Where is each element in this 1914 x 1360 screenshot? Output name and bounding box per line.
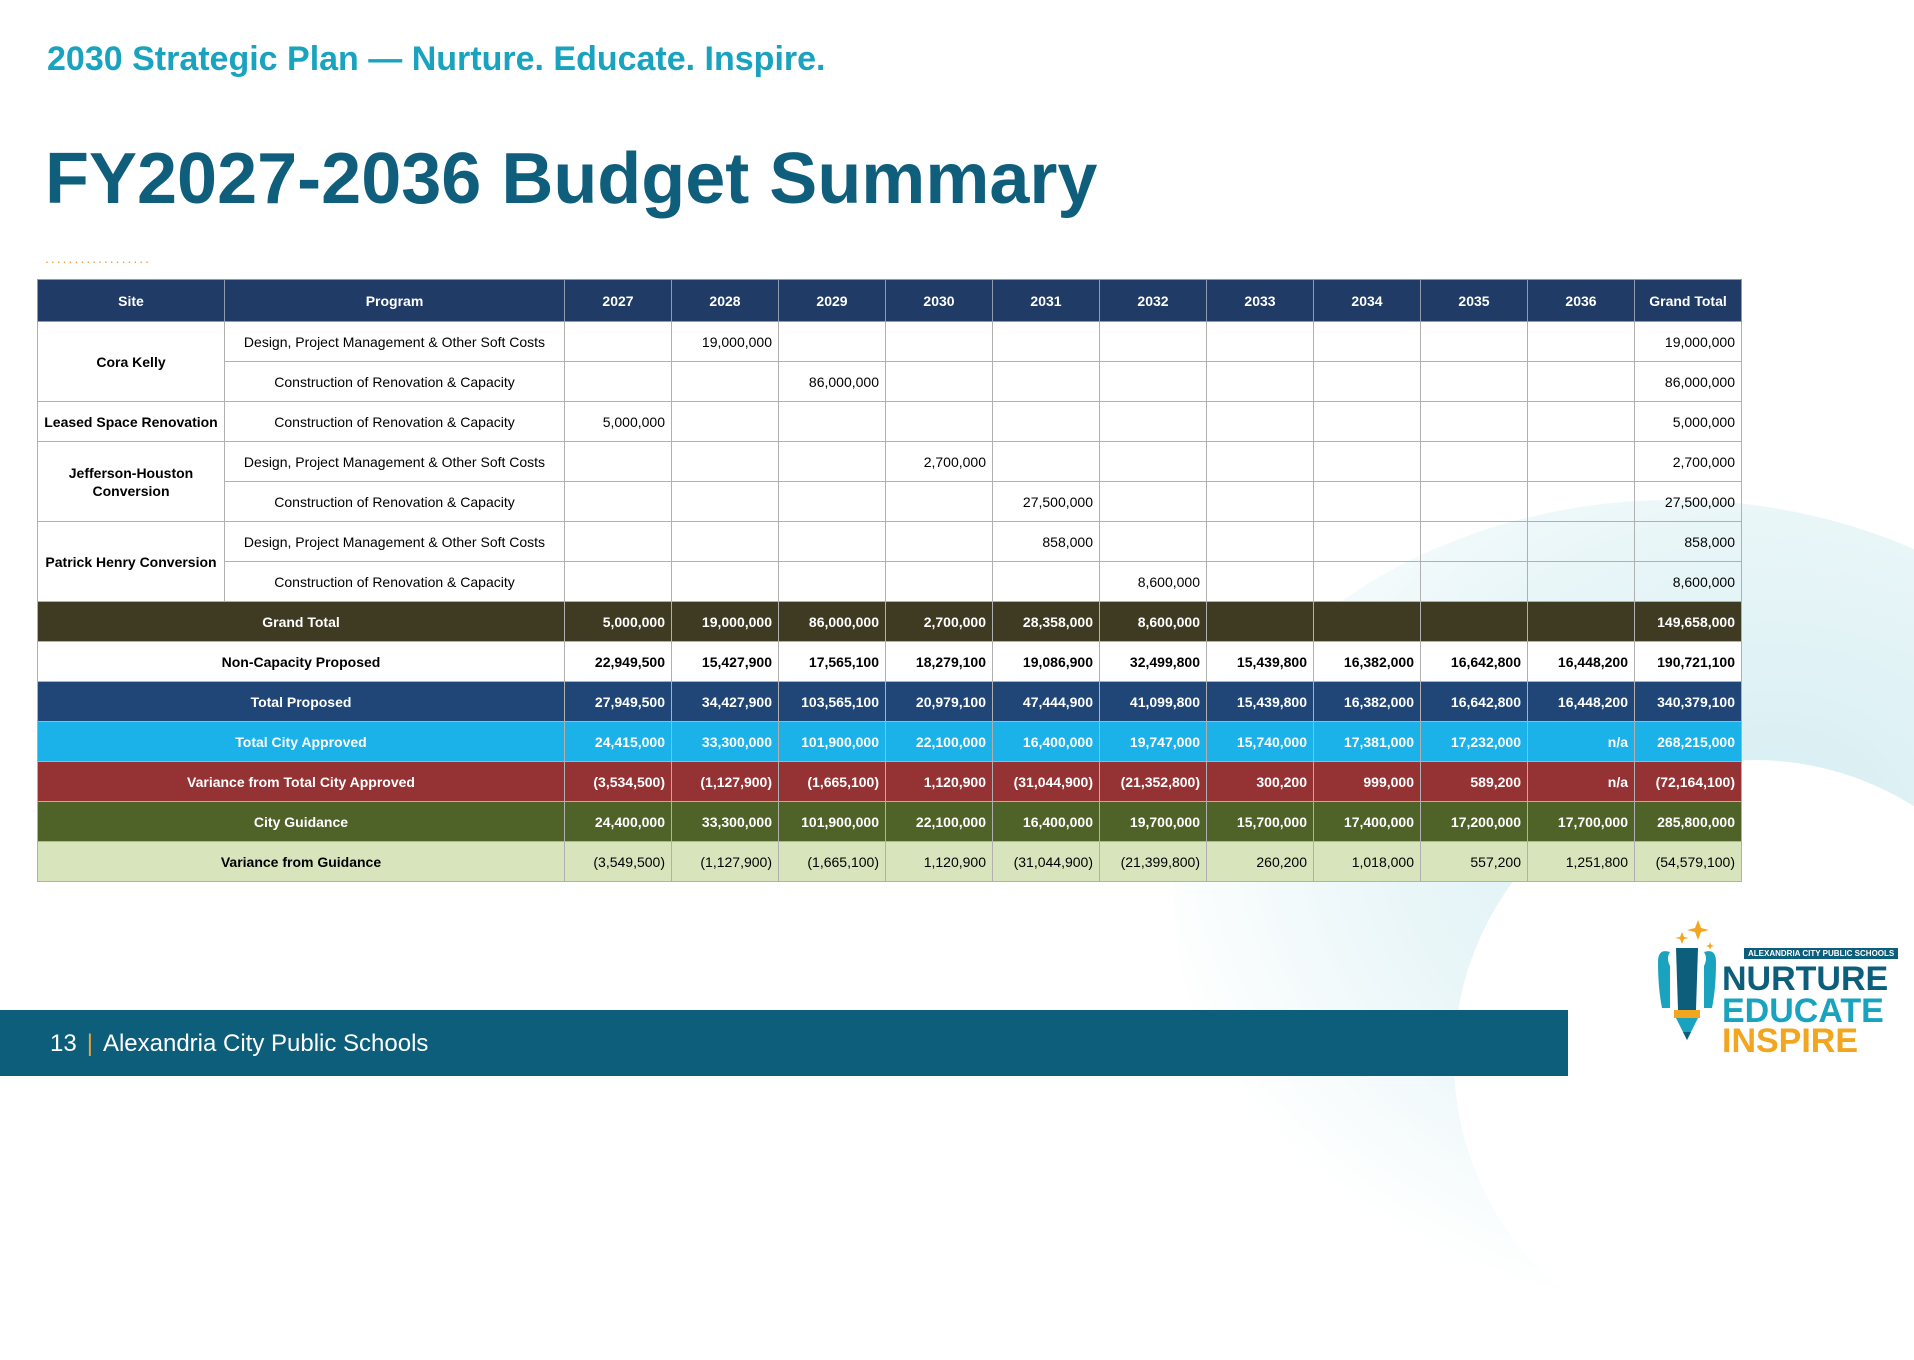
summary-value-cell: (21,352,800): [1100, 762, 1207, 802]
value-cell: [779, 482, 886, 522]
summary-value-cell: 22,100,000: [886, 802, 993, 842]
value-cell: [886, 402, 993, 442]
column-header: Program: [225, 280, 565, 322]
value-cell: [1207, 562, 1314, 602]
value-cell: 858,000: [993, 522, 1100, 562]
value-cell: [565, 482, 672, 522]
summary-value-cell: 101,900,000: [779, 802, 886, 842]
value-cell: [565, 562, 672, 602]
summary-value-cell: 86,000,000: [779, 602, 886, 642]
summary-value-cell: 34,427,900: [672, 682, 779, 722]
value-cell: [1421, 482, 1528, 522]
summary-value-cell: 999,000: [1314, 762, 1421, 802]
value-cell: [565, 522, 672, 562]
value-cell: [1207, 522, 1314, 562]
summary-row: [38, 802, 1742, 842]
value-cell: [1528, 562, 1635, 602]
value-cell: [1528, 322, 1635, 362]
column-header: 2027: [565, 280, 672, 322]
value-cell: [993, 562, 1100, 602]
summary-value-cell: 15,740,000: [1207, 722, 1314, 762]
summary-row: [38, 642, 1742, 682]
value-cell: [779, 562, 886, 602]
column-header: 2031: [993, 280, 1100, 322]
value-cell: 5,000,000: [565, 402, 672, 442]
summary-total-cell: 268,215,000: [1635, 722, 1742, 762]
summary-value-cell: 22,949,500: [565, 642, 672, 682]
grand-total-cell: 27,500,000: [1635, 482, 1742, 522]
summary-value-cell: 1,120,900: [886, 842, 993, 882]
value-cell: [1207, 482, 1314, 522]
value-cell: [1314, 322, 1421, 362]
summary-value-cell: (3,534,500): [565, 762, 672, 802]
summary-label: Total City Approved: [38, 722, 565, 762]
page-number: 13: [50, 1030, 77, 1057]
grand-total-cell: 86,000,000: [1635, 362, 1742, 402]
summary-value-cell: 27,949,500: [565, 682, 672, 722]
value-cell: [779, 322, 886, 362]
summary-value-cell: 101,900,000: [779, 722, 886, 762]
summary-value-cell: 18,279,100: [886, 642, 993, 682]
summary-value-cell: 32,499,800: [1100, 642, 1207, 682]
summary-value-cell: 260,200: [1207, 842, 1314, 882]
summary-value-cell: 16,382,000: [1314, 682, 1421, 722]
value-cell: [672, 482, 779, 522]
value-cell: 2,700,000: [886, 442, 993, 482]
value-cell: [1100, 362, 1207, 402]
summary-value-cell: 8,600,000: [1100, 602, 1207, 642]
value-cell: [886, 482, 993, 522]
grand-total-cell: 858,000: [1635, 522, 1742, 562]
budget-summary-table: [37, 279, 1742, 882]
logo-word-nurture: NURTURE: [1722, 960, 1889, 998]
summary-row: [38, 842, 1742, 882]
value-cell: [1421, 402, 1528, 442]
summary-value-cell: n/a: [1528, 722, 1635, 762]
summary-value-cell: 19,086,900: [993, 642, 1100, 682]
value-cell: 27,500,000: [993, 482, 1100, 522]
logo-word-inspire: INSPIRE: [1722, 1022, 1859, 1060]
logo-word-educate: EDUCATE: [1722, 992, 1884, 1030]
summary-value-cell: 15,439,800: [1207, 682, 1314, 722]
value-cell: [886, 562, 993, 602]
summary-value-cell: 17,200,000: [1421, 802, 1528, 842]
summary-value-cell: 557,200: [1421, 842, 1528, 882]
program-cell: Design, Project Management & Other Soft Costs: [225, 522, 565, 562]
value-cell: [672, 442, 779, 482]
summary-label: Total Proposed: [38, 682, 565, 722]
program-cell: Construction of Renovation & Capacity: [225, 562, 565, 602]
column-header: 2035: [1421, 280, 1528, 322]
value-cell: [565, 362, 672, 402]
value-cell: [1421, 362, 1528, 402]
summary-value-cell: 33,300,000: [672, 722, 779, 762]
value-cell: [779, 442, 886, 482]
table-body: [38, 322, 1742, 882]
grand-total-cell: 5,000,000: [1635, 402, 1742, 442]
summary-value-cell: 20,979,100: [886, 682, 993, 722]
summary-value-cell: [1314, 602, 1421, 642]
summary-total-cell: 340,379,100: [1635, 682, 1742, 722]
value-cell: [672, 362, 779, 402]
column-header: Grand Total: [1635, 280, 1742, 322]
value-cell: [1314, 442, 1421, 482]
column-header: 2028: [672, 280, 779, 322]
value-cell: [1528, 522, 1635, 562]
summary-value-cell: 17,381,000: [1314, 722, 1421, 762]
column-header: 2029: [779, 280, 886, 322]
summary-value-cell: 17,232,000: [1421, 722, 1528, 762]
summary-value-cell: 1,251,800: [1528, 842, 1635, 882]
column-header: Site: [38, 280, 225, 322]
summary-total-cell: 149,658,000: [1635, 602, 1742, 642]
summary-total-cell: (54,579,100): [1635, 842, 1742, 882]
table-row: [38, 482, 1742, 522]
summary-total-cell: (72,164,100): [1635, 762, 1742, 802]
value-cell: [993, 362, 1100, 402]
value-cell: [1100, 482, 1207, 522]
value-cell: [1207, 442, 1314, 482]
summary-row: [38, 602, 1742, 642]
summary-value-cell: 19,747,000: [1100, 722, 1207, 762]
summary-value-cell: 589,200: [1421, 762, 1528, 802]
value-cell: [993, 322, 1100, 362]
table-row: [38, 402, 1742, 442]
value-cell: [565, 442, 672, 482]
summary-label: Variance from Guidance: [38, 842, 565, 882]
summary-label: City Guidance: [38, 802, 565, 842]
summary-value-cell: (3,549,500): [565, 842, 672, 882]
value-cell: [1100, 522, 1207, 562]
summary-value-cell: 16,382,000: [1314, 642, 1421, 682]
value-cell: [672, 562, 779, 602]
grand-total-cell: 19,000,000: [1635, 322, 1742, 362]
value-cell: [1314, 482, 1421, 522]
slide-title: FY2027-2036 Budget Summary: [45, 139, 1098, 219]
summary-value-cell: 19,700,000: [1100, 802, 1207, 842]
table-header-row: [38, 280, 1742, 322]
summary-total-cell: 190,721,100: [1635, 642, 1742, 682]
summary-value-cell: 16,642,800: [1421, 682, 1528, 722]
table-row: [38, 522, 1742, 562]
value-cell: [1314, 522, 1421, 562]
value-cell: [1100, 322, 1207, 362]
value-cell: [779, 522, 886, 562]
column-header: 2030: [886, 280, 993, 322]
summary-value-cell: 16,400,000: [993, 802, 1100, 842]
summary-value-cell: 1,018,000: [1314, 842, 1421, 882]
table-row: [38, 322, 1742, 362]
program-cell: Design, Project Management & Other Soft Costs: [225, 322, 565, 362]
column-header: 2034: [1314, 280, 1421, 322]
summary-value-cell: 2,700,000: [886, 602, 993, 642]
summary-value-cell: 16,448,200: [1528, 642, 1635, 682]
summary-row: [38, 682, 1742, 722]
nurture-educate-inspire-logo: [1652, 918, 1895, 1060]
value-cell: [1100, 402, 1207, 442]
summary-value-cell: 24,415,000: [565, 722, 672, 762]
summary-value-cell: 15,439,800: [1207, 642, 1314, 682]
value-cell: [1207, 362, 1314, 402]
value-cell: [1421, 562, 1528, 602]
summary-value-cell: 28,358,000: [993, 602, 1100, 642]
site-cell: Leased Space Renovation: [38, 402, 225, 442]
summary-value-cell: (1,665,100): [779, 762, 886, 802]
summary-value-cell: 5,000,000: [565, 602, 672, 642]
program-cell: Construction of Renovation & Capacity: [225, 362, 565, 402]
column-header: 2032: [1100, 280, 1207, 322]
summary-value-cell: (1,127,900): [672, 842, 779, 882]
footer-bar: [0, 1010, 1568, 1076]
column-header: 2033: [1207, 280, 1314, 322]
summary-value-cell: (31,044,900): [993, 842, 1100, 882]
summary-value-cell: 103,565,100: [779, 682, 886, 722]
summary-value-cell: (31,044,900): [993, 762, 1100, 802]
value-cell: [1528, 362, 1635, 402]
value-cell: [886, 362, 993, 402]
site-cell: Cora Kelly: [38, 322, 225, 402]
footer-text: [50, 1030, 428, 1058]
summary-value-cell: (1,665,100): [779, 842, 886, 882]
value-cell: 19,000,000: [672, 322, 779, 362]
summary-value-cell: [1207, 602, 1314, 642]
program-cell: Design, Project Management & Other Soft Costs: [225, 442, 565, 482]
value-cell: 86,000,000: [779, 362, 886, 402]
value-cell: [1207, 402, 1314, 442]
summary-value-cell: 41,099,800: [1100, 682, 1207, 722]
grand-total-cell: 2,700,000: [1635, 442, 1742, 482]
summary-value-cell: (21,399,800): [1100, 842, 1207, 882]
value-cell: [1314, 562, 1421, 602]
value-cell: [993, 402, 1100, 442]
budget-table-container: [37, 279, 1741, 882]
value-cell: [1100, 442, 1207, 482]
value-cell: [1528, 402, 1635, 442]
value-cell: [886, 522, 993, 562]
summary-value-cell: 1,120,900: [886, 762, 993, 802]
value-cell: [672, 402, 779, 442]
summary-label: Non-Capacity Proposed: [38, 642, 565, 682]
value-cell: [1421, 322, 1528, 362]
summary-value-cell: (1,127,900): [672, 762, 779, 802]
summary-value-cell: [1421, 602, 1528, 642]
summary-value-cell: 16,400,000: [993, 722, 1100, 762]
pencil-fountain-icon: [1652, 918, 1722, 1048]
value-cell: 8,600,000: [1100, 562, 1207, 602]
value-cell: [1207, 322, 1314, 362]
value-cell: [1528, 482, 1635, 522]
value-cell: [993, 442, 1100, 482]
summary-value-cell: 16,642,800: [1421, 642, 1528, 682]
summary-value-cell: 24,400,000: [565, 802, 672, 842]
summary-value-cell: 15,700,000: [1207, 802, 1314, 842]
summary-value-cell: n/a: [1528, 762, 1635, 802]
summary-value-cell: 17,700,000: [1528, 802, 1635, 842]
table-row: [38, 442, 1742, 482]
summary-value-cell: 16,448,200: [1528, 682, 1635, 722]
table-row: [38, 362, 1742, 402]
program-cell: Construction of Renovation & Capacity: [225, 402, 565, 442]
summary-value-cell: 15,427,900: [672, 642, 779, 682]
table-row: [38, 562, 1742, 602]
summary-label: Variance from Total City Approved: [38, 762, 565, 802]
summary-row: [38, 762, 1742, 802]
value-cell: [1314, 402, 1421, 442]
summary-label: Grand Total: [38, 602, 565, 642]
column-header: 2036: [1528, 280, 1635, 322]
value-cell: [886, 322, 993, 362]
summary-value-cell: 300,200: [1207, 762, 1314, 802]
summary-value-cell: 22,100,000: [886, 722, 993, 762]
value-cell: [1528, 442, 1635, 482]
summary-value-cell: 17,565,100: [779, 642, 886, 682]
footer-separator: |: [86, 1030, 93, 1057]
summary-row: [38, 722, 1742, 762]
value-cell: [1421, 522, 1528, 562]
summary-value-cell: 19,000,000: [672, 602, 779, 642]
site-cell: Patrick Henry Conversion: [38, 522, 225, 602]
decorative-dots: ..................: [45, 250, 152, 266]
summary-value-cell: 17,400,000: [1314, 802, 1421, 842]
value-cell: [779, 402, 886, 442]
summary-value-cell: [1528, 602, 1635, 642]
site-cell: Jefferson-Houston Conversion: [38, 442, 225, 522]
summary-value-cell: 47,444,900: [993, 682, 1100, 722]
value-cell: [1421, 442, 1528, 482]
summary-value-cell: 33,300,000: [672, 802, 779, 842]
slide-subtitle: 2030 Strategic Plan — Nurture. Educate. Inspire.: [47, 40, 826, 78]
summary-total-cell: 285,800,000: [1635, 802, 1742, 842]
footer-org-name: Alexandria City Public Schools: [102, 1030, 429, 1057]
logo-org-label: ALEXANDRIA CITY PUBLIC SCHOOLS: [1744, 948, 1898, 959]
value-cell: [672, 522, 779, 562]
value-cell: [565, 322, 672, 362]
value-cell: [1314, 362, 1421, 402]
grand-total-cell: 8,600,000: [1635, 562, 1742, 602]
program-cell: Construction of Renovation & Capacity: [225, 482, 565, 522]
